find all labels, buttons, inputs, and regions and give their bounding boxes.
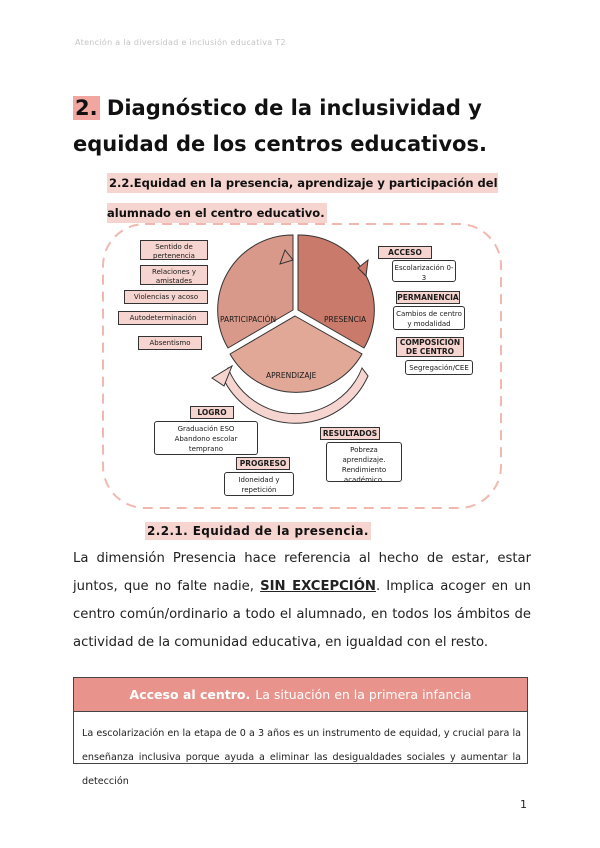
subtitle-text: 2.2.Equidad en la presencia, aprendizaje y participación del alumnado en el centro educativo. — [107, 173, 498, 223]
logro-detail: Graduación ESO Abandono escolar temprano — [154, 421, 258, 455]
composicion-detail: Segregación/CEE — [405, 360, 473, 375]
section-heading-text: 2.2.1. Equidad de la presencia. — [147, 524, 369, 538]
progreso-label: PROGRESO — [236, 457, 290, 470]
section-heading — [145, 524, 371, 538]
title-number: 2. — [75, 96, 98, 120]
paragraph-after: . Implica acoger en un centro común/ordinario a todo el alumnado, en todos los ámbitos de actividad de la comunidad educativa, en igualdad con el resto. — [73, 579, 531, 650]
item-autodeterminacion: Autodeterminación — [118, 311, 208, 325]
logro-label: LOGRO — [190, 406, 234, 419]
title-text: Diagnóstico de la inclusividad y equidad de los centros educativos. — [73, 96, 487, 156]
equity-diagram — [100, 220, 505, 512]
table-header-rest: La situación en la primera infancia — [255, 687, 472, 702]
resultados-detail: Pobreza aprendizaje. Rendimiento académico. — [326, 442, 402, 482]
table-body: La escolarización en la etapa de 0 a 3 años es un instrumento de equidad, y crucial para la enseñanza inclusiva porque ayuda a eliminar las desigualdades sociales y aumentar la detección — [82, 728, 521, 787]
paragraph-before: La dimensión Presencia hace referencia al hecho de estar, estar juntos, que no falte nadie, — [73, 551, 531, 594]
item-violencias: Violencias y acoso — [124, 290, 208, 304]
cycle-participacion: PARTICIPACIÓN — [220, 315, 277, 324]
body-paragraph — [73, 545, 531, 657]
page-title — [73, 90, 543, 162]
subtitle — [107, 168, 537, 228]
composicion-label: COMPOSICIÓN DE CENTRO — [396, 337, 464, 357]
item-absentismo: Absentismo — [138, 336, 202, 350]
progreso-detail: Idoneidad y repetición — [224, 472, 294, 496]
item-relaciones: Relaciones y amistades — [140, 265, 208, 285]
cycle-presencia: PRESENCIA — [324, 315, 367, 324]
table-header — [74, 678, 527, 712]
info-table — [73, 677, 528, 787]
table-header-bold: Acceso al centro. — [129, 687, 251, 702]
header-note: Atención a la diversidad e inclusión educativa T2 — [75, 38, 286, 47]
acceso-label: ACCESO — [378, 246, 432, 259]
paragraph-highlight: SIN EXCEPCIÓN — [260, 579, 376, 594]
permanencia-detail: Cambios de centro y modalidad — [393, 306, 465, 330]
resultados-label: RESULTADOS — [320, 427, 380, 440]
cycle-aprendizaje: APRENDIZAJE — [266, 371, 317, 380]
item-sentido: Sentido de pertenencia — [140, 240, 208, 260]
page-number: 1 — [520, 798, 527, 811]
acceso-detail: Escolarización 0-3 — [392, 260, 456, 282]
permanencia-label: PERMANENCIA — [397, 293, 459, 302]
